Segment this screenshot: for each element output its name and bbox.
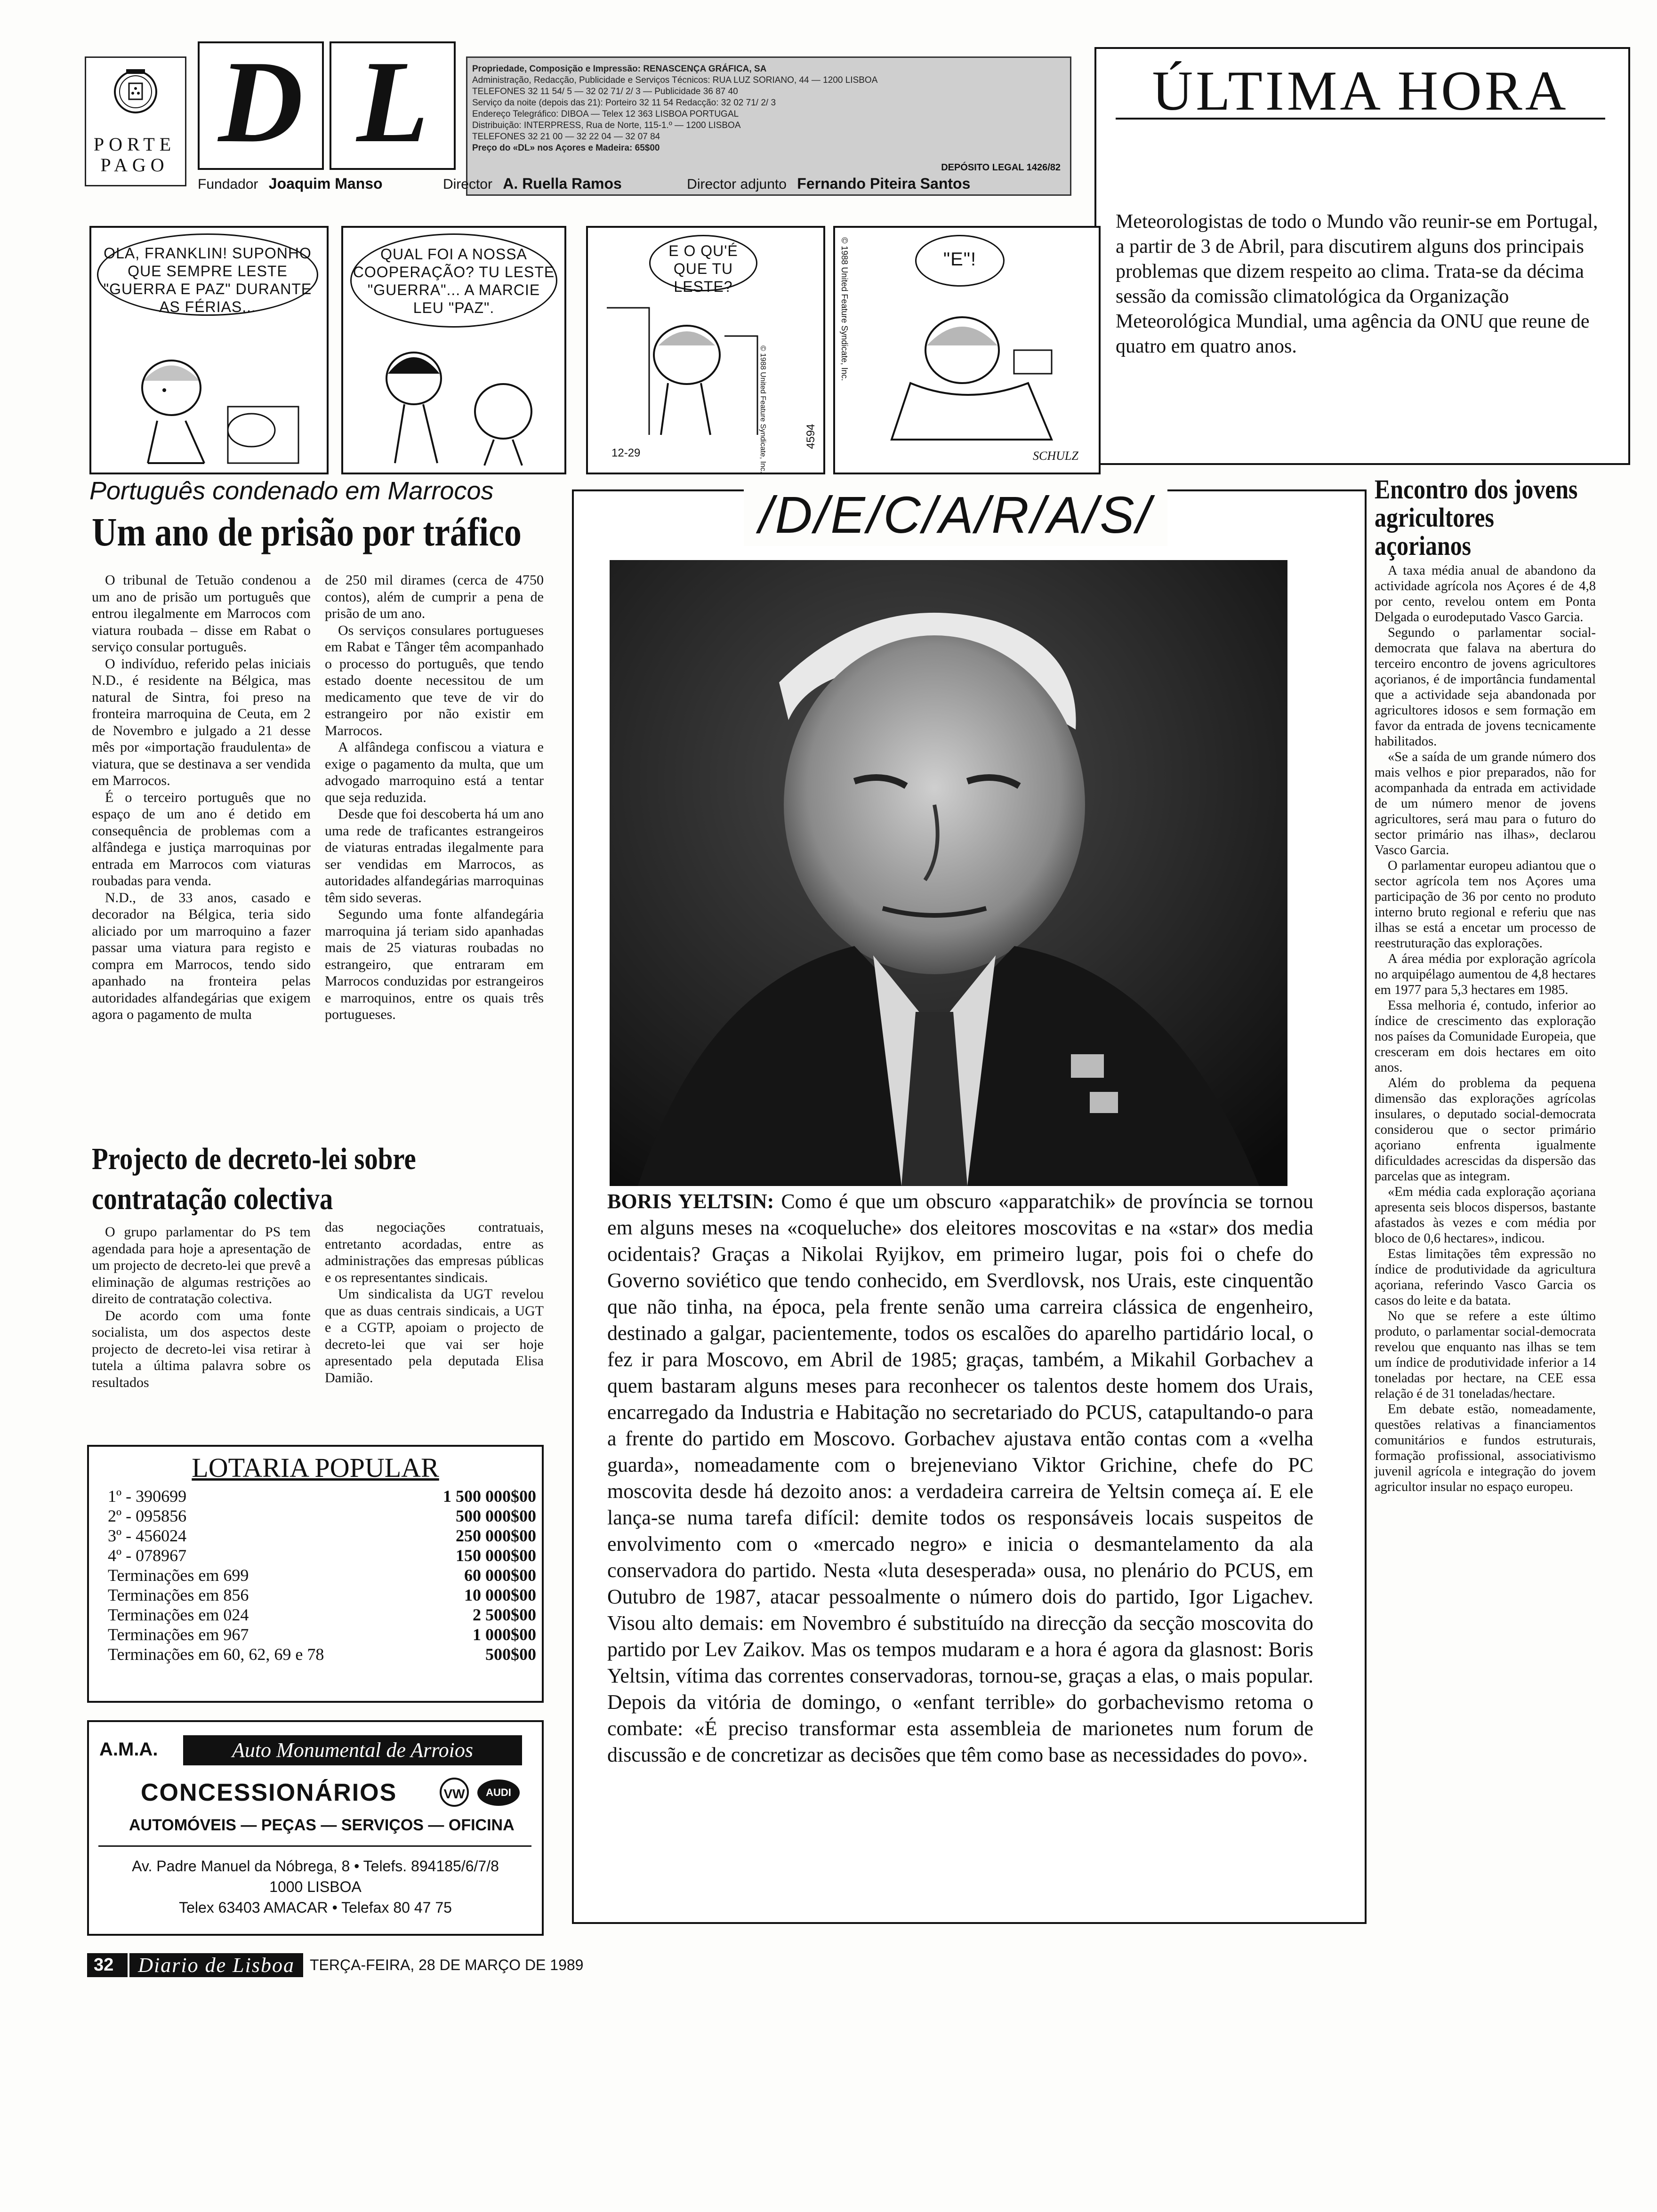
ad-telex: Telex 63403 AMACAR • Telefax 80 47 75 — [179, 1899, 452, 1916]
lotaria-row-amount: 1 500 000$00 — [443, 1487, 536, 1506]
ad-brand-script: Auto Monumental de Arroios — [232, 1739, 474, 1762]
lotaria-row — [89, 1526, 542, 1546]
comic-copyright-vertical: © 1988 United Feature Syndicate, Inc. — [759, 345, 767, 473]
publication-info-lines — [472, 64, 877, 154]
ad-brand-banner — [183, 1735, 522, 1765]
comic-panel-2 — [341, 226, 566, 474]
decaras-lead: BORIS YELTSIN: — [607, 1190, 774, 1213]
fundador-label: Fundador — [198, 176, 258, 192]
comic-panel-1 — [89, 226, 329, 474]
paragraph: A taxa média anual de abandono da actividade agrícola nos Açores é de 4,8 por cento, revelou ontem em Ponta Delgada o eurodeputado Vasco Garcia. — [1375, 563, 1596, 625]
comic-signature: SCHULZ — [1033, 449, 1078, 463]
comic-balloon-1: OLÁ, FRANKLIN! SUPONHO QUE SEMPRE LESTE "GUERRA E PAZ" DURANTE AS FÉRIAS... — [97, 233, 318, 316]
ad-brand-short: A.M.A. — [99, 1739, 158, 1760]
peppermint-patty-phone-icon — [873, 298, 1080, 444]
lotaria-row-amount: 250 000$00 — [456, 1526, 536, 1545]
decreto-headline-1: Projecto de decreto-lei sobre — [92, 1142, 416, 1176]
porte-pago-label: PORTE PAGO — [93, 134, 176, 176]
page-footer — [87, 1953, 583, 1981]
lotaria-row-label: Terminações em 699 — [108, 1566, 249, 1585]
info-line: Preço do «DL» nos Açores e Madeira: 65$00 — [472, 143, 660, 153]
decreto-headline-2: contratação colectiva — [92, 1182, 333, 1216]
ad-services: AUTOMÓVEIS — PEÇAS — SERVIÇOS — OFICINA — [129, 1816, 515, 1834]
telephone-figure-icon — [607, 298, 767, 440]
lotaria-row-amount: 2 500$00 — [473, 1605, 536, 1624]
decaras-body: Como é que um obscuro «apparatchik» de província se tornou em alguns meses na «coqueluche» dos eleitores moscovitas e na «star» dos media ocidentais? Graças a Nikolai Ryijkov, em primeiro lugar, pois foi o chefe do Governo soviético que tendo conhecido, em Sverdlovsk, nos Urais, este cinquentão que não tinha, na época, pela frente senão uma carreira clássica de engenheiro, destinado a galgar, pacientemente, todos os escalões do aparelho partidário local, o fez ir para Moscovo, em Abril de 1985; graças, também, a Mikahil Gorbachev a quem bastaram alguns meses para reconhecer os talentos deste homem dos Urais, encarregado da Industria e Habitação no secretariado do PCUS, catapultando-o para a frente do partido em Moscovo. Gorbachev ajustava então contas com a «velha guarda», nomeadamente com o brejeneviano Viktor Grichine, chefe do PC moscovita desde há dezoito anos: a verdadeira carreira de Yeltsin começa aí. E ele lança-se numa tarefa difícil: demite todos os responsáveis locais suspeitos de envolvimento com o «mercado negro» e inicia o desmantelamento da ala conservadora do partido. Nesta «luta desesperada» ousa, no plenário do PCUS, em Outubro de 1987, atacar pessoalmente o número dois do partido, Igor Ligachev. Visou alto demais: em Novembro é substituído na direcção da secção moscovita do partido por Lev Zaikov. Mas os tempos mudaram e a hora é agora da glasnost: Boris Yeltsin, vítima das correntes conservadoras, tornou-se, graças a elas, o mais popular. Depois da vitória de domingo, o «enfant terrible» do gorbachevismo retoma o combate: «É preciso transformar esta assembleia de marionetes num forum de discussão e de concretizar as decisões que têm como base as necessidades do povo». — [607, 1190, 1314, 1766]
info-line: TELEFONES 32 11 54/ 5 — 32 02 71/ 2/ 3 — Publicidade 36 87 40 — [472, 87, 738, 96]
acores-headline: Encontro dos jovens agricultores açorianos — [1375, 474, 1578, 561]
lotaria-row-amount: 60 000$00 — [464, 1566, 536, 1585]
paragraph: das negociações contratuais, entretanto acordadas, entre as administrações das empresas públicas e os representantes sindicais. — [325, 1219, 544, 1285]
comic-panel-3 — [586, 226, 825, 474]
audi-logo-text: AUDI — [486, 1787, 511, 1798]
director-adjunto-label: Director adjunto — [687, 176, 787, 192]
ad-city: 1000 LISBOA — [269, 1878, 362, 1895]
masthead-letter-l: L — [330, 41, 456, 170]
decreto-column-2 — [325, 1219, 544, 1386]
lotaria-row — [89, 1546, 542, 1565]
lotaria-row — [89, 1605, 542, 1625]
lotaria-row — [89, 1565, 542, 1585]
ad-title: CONCESSIONÁRIOS — [141, 1779, 397, 1806]
lotaria-row — [89, 1506, 542, 1526]
info-line: Administração, Redacção, Publicidade e Serviços Técnicos: RUA LUZ SORIANO, 44 — 1200 LISBOA — [472, 75, 878, 85]
marrocos-kicker: Português condenado em Marrocos — [89, 477, 494, 505]
paragraph: Os serviços consulares portugueses em Rabat e Tânger têm acompanhado o processo do português, que tendo estado doente necessitou de um medicamento que teve de vir do estrangeiro por não existir em Marrocos. — [325, 622, 544, 738]
info-line: Endereço Telegráfico: DIBOA — Telex 12 363 LISBOA PORTUGAL — [472, 109, 739, 119]
paragraph: Essa melhoria é, contudo, inferior ao índice de crescimento das exploração nos países da Comunidade Europeia, que cresceram em dois hectares em oito anos. — [1375, 998, 1596, 1075]
ama-advertisement — [87, 1720, 544, 1936]
paragraph: Estas limitações têm expressão no índice de produtividade da agricultura açoriana, referindo Vasco Garcia os casos do leite e da batata. — [1375, 1247, 1596, 1308]
marcie-figure-icon — [353, 341, 555, 468]
coat-of-arms-icon — [112, 67, 159, 119]
lotaria-row-label: Terminações em 856 — [108, 1586, 249, 1604]
director-name: A. Ruella Ramos — [503, 175, 622, 192]
lotaria-row-amount: 500$00 — [485, 1645, 536, 1664]
comic-code: 4594 — [804, 424, 817, 449]
decaras-text — [607, 1188, 1313, 1768]
marrocos-column-1 — [92, 572, 311, 1023]
comic-copyright: © 1988 United Feature Syndicate, Inc. — [840, 237, 849, 381]
lotaria-row-label: 4º - 078967 — [108, 1546, 187, 1565]
masthead-letter-d: D — [198, 41, 324, 170]
lotaria-row — [89, 1585, 542, 1605]
ad-divider — [98, 1845, 531, 1847]
lotaria-row — [89, 1486, 542, 1506]
deposito-legal: DEPÓSITO LEGAL 1426/82 — [941, 162, 1061, 173]
lotaria-row-label: 1º - 390699 — [108, 1487, 187, 1506]
ultima-hora-title: ÚLTIMA HORA — [1152, 59, 1569, 122]
lotaria-row-label: Terminações em 967 — [108, 1625, 249, 1644]
audi-logo-icon — [477, 1779, 520, 1806]
comic-panel-4 — [833, 226, 1101, 474]
comic-balloon-3: E O QU'É QUE TU LESTE? — [649, 235, 757, 291]
lotaria-row-label: Terminações em 60, 62, 69 e 78 — [108, 1645, 324, 1664]
paragraph: De acordo com uma fonte socialista, um dos aspectos deste projecto de decreto-lei visa retirar à tutela a última palavra sobre os resultados — [92, 1307, 311, 1390]
fundador-name: Joaquim Manso — [268, 175, 383, 192]
lotaria-row — [89, 1644, 542, 1664]
issue-date: TERÇA-FEIRA, 28 DE MARÇO DE 1989 — [309, 1956, 584, 1973]
acores-article — [1375, 475, 1596, 1495]
decaras-title-bar — [744, 485, 1167, 546]
lotaria-row-label: 3º - 456024 — [108, 1526, 187, 1545]
paragraph: de 250 mil dirames (cerca de 4750 contos), além de cumprir a pena de prisão de um ano. — [325, 572, 544, 621]
paragraph: A área média por exploração agrícola no arquipélago aumentou de 4,8 hectares em 1977 para 5,3 hectares em 1985. — [1375, 952, 1596, 997]
lotaria-box — [87, 1445, 544, 1703]
comic-date: 12-29 — [611, 447, 641, 459]
paragraph: O indivíduo, referido pelas iniciais N.D., é residente na Bélgica, mas natural de Sintra, foi preso na fronteira marroquina de Ceuta, em 2 de Novembro e julgado a 21 desse mês por «importação fraudulenta» de viatura, que se destinava a ser vendida em Marrocos. — [92, 656, 311, 788]
director-adjunto-name: Fernando Piteira Santos — [797, 175, 971, 192]
comic-balloon-2: QUAL FOI A NOSSA COOPERAÇÃO? TU LESTE "GUERRA"... A MARCIE LEU "PAZ". — [350, 233, 557, 328]
info-line: TELEFONES 32 21 00 — 32 22 04 — 32 07 84 — [472, 132, 660, 142]
paragraph: O parlamentar europeu adiantou que o sector agrícola tem nos Açores uma participação de 36 por cento no produto interno bruto regional e referiu que nas ilhas se está a encetar um processo de reestruturação das explorações. — [1375, 858, 1596, 951]
lotaria-row-amount: 10 000$00 — [464, 1586, 536, 1604]
info-line: Distribuição: INTERPRESS, Rua de Norte, 115-1.º — 1200 LISBOA — [472, 120, 741, 130]
paragraph: Um sindicalista da UGT revelou que as duas centrais sindicais, a UGT e a CGTP, apoiam o projecto de decreto-lei que vai ser hoje apresentado pela deputada Elisa Damião. — [325, 1286, 544, 1386]
decreto-column-1 — [92, 1224, 311, 1391]
lotaria-row-amount: 500 000$00 — [456, 1507, 536, 1525]
paragraph: O grupo parlamentar do PS tem agendada para hoje a apresentação de um projecto de decreto-lei que prevê a eliminação de algumas restrições ao direito de contratação colectiva. — [92, 1224, 311, 1306]
lotaria-table — [89, 1486, 542, 1664]
peppermint-patty-figure-icon — [110, 336, 308, 468]
info-line: Serviço da noite (depois das 21): Porteiro 32 11 54 Redacção: 32 02 71/ 2/ 3 — [472, 98, 776, 108]
comic-balloon-4: "E"! — [915, 235, 1005, 287]
ad-address: Av. Padre Manuel da Nóbrega, 8 • Telefs. 894185/6/7/8 — [132, 1858, 499, 1875]
paper-name: Diario de Lisboa — [129, 1953, 303, 1977]
lotaria-row-amount: 1 000$00 — [473, 1625, 536, 1644]
paragraph: N.D., de 33 anos, casado e decorador na Bélgica, teria sido aliciado por um marroquino a fazer passar uma viatura para registo e compra em Marrocos, tendo sido apanhado na fronteira pelas autoridades alfandegárias que exigem agora o pagamento de multa — [92, 890, 311, 1022]
lotaria-title: LOTARIA POPULAR — [192, 1452, 439, 1483]
acores-body — [1375, 563, 1596, 1495]
boris-yeltsin-photo — [610, 560, 1287, 1186]
lotaria-row-label: 2º - 095856 — [108, 1507, 187, 1525]
marrocos-headline: Um ano de prisão por tráfico — [92, 509, 522, 554]
credits-bar — [198, 175, 970, 195]
paragraph: É o terceiro português que no espaço de um ano é detido em consequência de problemas com a alfândega e justiça marroquinas por entrada em Marrocos com viaturas roubadas para venda. — [92, 789, 311, 889]
page-number: 32 — [87, 1953, 128, 1977]
lotaria-row-amount: 150 000$00 — [456, 1546, 536, 1565]
paragraph: «Se a saída de um grande número dos mais velhos e pior preparados, não for acompanhada da entrada em actividade de um número menor de jovens agricultores, será mau para o futuro do sector primário nas ilhas», declarou Vasco Garcia. — [1375, 750, 1596, 858]
yeltsin-portrait-image — [610, 560, 1287, 1186]
lotaria-row-label: Terminações em 024 — [108, 1605, 249, 1624]
paragraph: Além do problema da pequena dimensão das explorações agrícolas insulares, o deputado social-democrata considerou que o sector primário açoriano enfrenta igualmente dificuldades acrescidas da dispersão das parcelas que as integram. — [1375, 1076, 1596, 1184]
paragraph: Segundo uma fonte alfandegária marroquina já teriam sido apanhadas mais de 25 viaturas roubadas no estrangeiro, que entraram em Marrocos conduzidas por estrangeiros e marroquinos, entre os quais três portugueses. — [325, 906, 544, 1022]
vw-logo-icon — [440, 1778, 469, 1807]
paragraph: Desde que foi descoberta há um ano uma rede de traficantes estrangeiros de viaturas entradas ilegalmente para ser vendidas em Marrocos, as autoridades alfandegárias marroquinas têm sido severas. — [325, 806, 544, 906]
marrocos-column-2 — [325, 572, 544, 1023]
paragraph: A alfândega confiscou a viatura e exige o pagamento da multa, que um advogado marroquino está a tentar que seja reduzida. — [325, 739, 544, 805]
paragraph: Segundo o parlamentar social-democrata que falava na abertura do terceiro encontro de jovens agricultores açorianos, é de importância fundamental que a actividade seja abandonada por agricultores idosos e sem formação em favor da entrada de jovens tecnicamente habilitados. — [1375, 625, 1596, 749]
paragraph: Em debate estão, nomeadamente, questões relativas a financiamentos comunitários e fundos estruturais, formação profissional, associativismo juvenil agrícola e integração do jovem agricultor insular no espaço europeu. — [1375, 1402, 1596, 1494]
director-label: Director — [442, 176, 492, 192]
vw-logo-text: VW — [443, 1787, 465, 1801]
info-line: Propriedade, Composição e Impressão: RENASCENÇA GRÁFICA, SA — [472, 64, 767, 74]
lotaria-row — [89, 1625, 542, 1644]
decaras-title: /D/E/C/A/R/A/S/ — [758, 486, 1153, 544]
paragraph: No que se refere a este último produto, o parlamentar social-democrata revelou que enquanto nas ilhas se tem um índice de produtividade inferior a 14 toneladas por hectare, na CEE essa relação é de 31 toneladas/hectare. — [1375, 1309, 1596, 1401]
paragraph: O tribunal de Tetuão condenou a um ano de prisão um português que entrou ilegalmente em Marrocos com viatura roubada – disse em Rabat o serviço consular português. — [92, 572, 311, 655]
ultima-hora-text: Meteorologistas de todo o Mundo vão reunir-se em Portugal, a partir de 3 de Abril, para discutirem alguns dos principais problemas que dizem respeito ao clima. Trata-se da décima sessão da comissão climatológica da Organização Meteorológica Mundial, uma agência da ONU que reune de quatro em quatro anos. — [1116, 211, 1598, 357]
paragraph: «Em média cada exploração açoriana apresenta seis blocos dispersos, bastante afastados às vezes e com média por bloco de 0,6 hectares», indicou. — [1375, 1185, 1596, 1246]
